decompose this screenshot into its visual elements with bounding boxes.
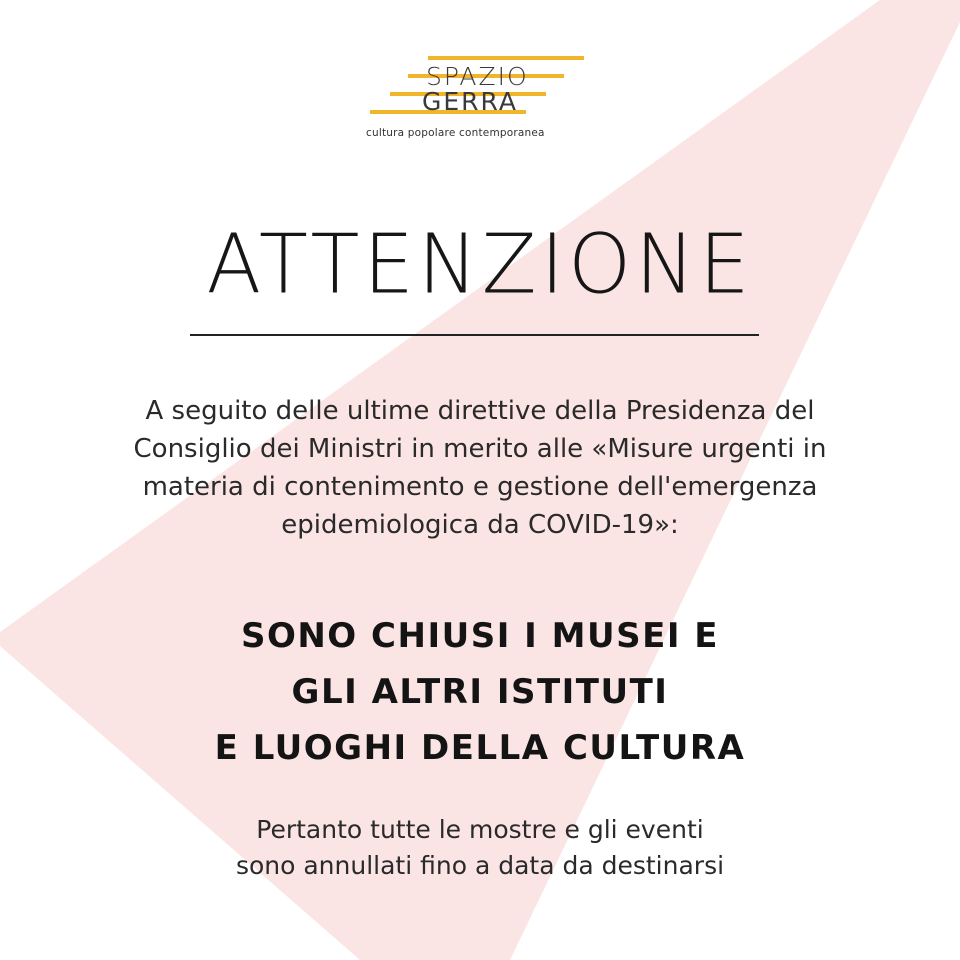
title-divider: [190, 334, 759, 336]
note-line: sono annullati fino a data da destinarsi: [235, 851, 725, 880]
logo-tagline: cultura popolare contemporanea: [366, 127, 545, 139]
intro-line: materia di contenimento e gestione dell'emergenza: [142, 472, 818, 502]
cancellation-note: [80, 812, 880, 884]
closure-headline: [0, 608, 960, 776]
headline-line: E LUOGHI DELLA CULTURA: [214, 728, 746, 768]
headline-line: SONO CHIUSI I MUSEI E: [240, 616, 720, 656]
spazio-gerra-logo: [364, 54, 590, 144]
intro-line: A seguito delle ultime direttive della Presidenza del: [145, 396, 815, 426]
intro-line: epidemiologica da COVID-19»:: [281, 510, 679, 540]
intro-paragraph: [80, 392, 880, 544]
logo-word-gerra: GERRA: [422, 87, 518, 116]
intro-line: Consiglio dei Ministri in merito alle «Misure urgenti in: [133, 434, 827, 464]
note-line: Pertanto tutte le mostre e gli eventi: [256, 815, 704, 844]
headline-line: GLI ALTRI ISTITUTI: [291, 672, 669, 712]
page-title: ATTENZIONE: [206, 217, 754, 312]
logo-word-spazio: SPAZIO: [426, 62, 529, 91]
